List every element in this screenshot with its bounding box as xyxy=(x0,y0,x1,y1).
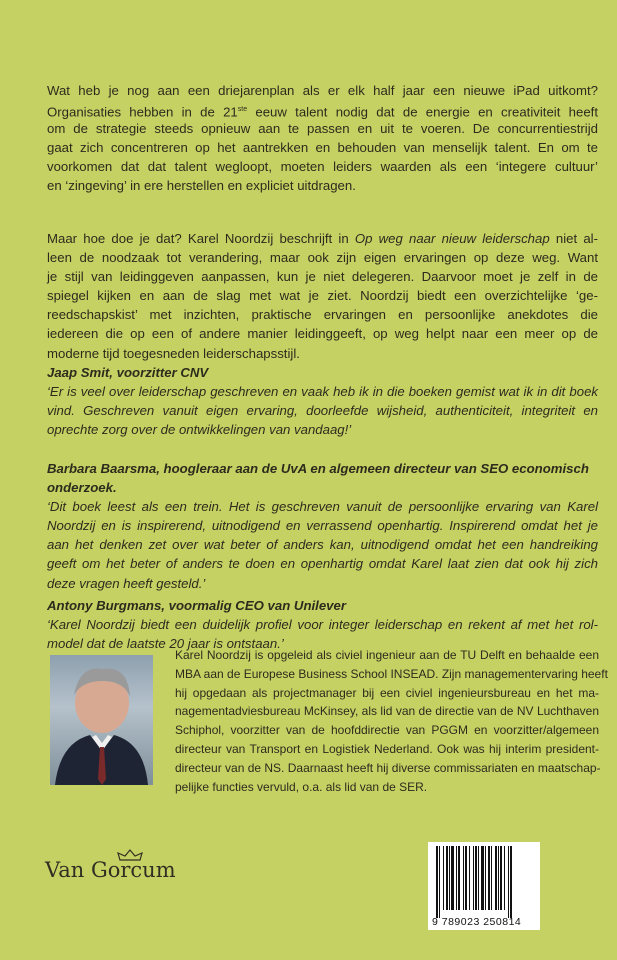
isbn-number: 9 789023 250814 xyxy=(432,916,522,928)
text-line: vind. Geschreven vanuit eigen ervaring, doorleefde wijsheid, authenticiteit, integriteit en xyxy=(47,403,598,419)
barcode-bar xyxy=(488,846,490,910)
barcode-bar xyxy=(469,846,470,910)
description-paragraph xyxy=(47,229,598,363)
barcode-bar xyxy=(456,846,457,910)
text-line: aan het denken zet over wat beter of anders kan, uitnodigend omdat het een handreiking xyxy=(47,537,598,553)
text-line: ‘Karel Noordzij biedt een duidelijk profiel voor integer leiderschap en rekent af met het rol- xyxy=(47,617,598,633)
text-line: voorkomen dat dat talent wegloopt, moeten leiders waarden als een ‘integere cultuur’ xyxy=(47,159,598,175)
text-line: ‘Er is veel over leiderschap geschreven en vaak heb ik in die boeken gemist wat ik in dit boek xyxy=(47,384,598,400)
author-bio xyxy=(175,646,608,796)
barcode-bar xyxy=(436,846,438,918)
endorsement-author: onderzoek. xyxy=(47,480,117,496)
barcode-bar xyxy=(473,846,474,910)
endorsement-author: Barbara Baarsma, hoogleraar aan de UvA en algemeen directeur van SEO economisch xyxy=(47,461,589,476)
crown-icon xyxy=(115,848,145,862)
barcode-bar xyxy=(508,846,509,918)
barcode-bar xyxy=(491,846,492,910)
publisher-name: Van Gorcum xyxy=(45,858,176,882)
text-line: leen de noodzaak tot verandering, maar ook zijn eigen ervaringen op deze weg. Want xyxy=(47,250,598,266)
text-line: Schiphol, voorzitter van de hoofddirectie van PGGM en voorzitter/algemeen xyxy=(175,723,599,738)
text-line: oprechte zorg over de ontwikkelingen van vandaag!’ xyxy=(47,422,352,438)
text-line: Noordzij en is inspirerend, uitnodigend en verrassend openhartig. Inspirerend omdat het je xyxy=(47,518,598,534)
endorsement-jaap-smit xyxy=(47,363,598,439)
text-line: Karel Noordzij is opgeleid als civiel ingenieur aan de TU Delft en behaalde een xyxy=(175,648,599,662)
barcode-bar xyxy=(449,846,450,910)
text-line: gaat zich concentreren op het aantrekken en behouden van menselijk talent. En om te xyxy=(47,140,598,156)
barcode-bar xyxy=(443,846,444,910)
barcode-bar xyxy=(458,846,460,910)
text-line: deze vragen heeft gesteld.’ xyxy=(47,575,206,591)
barcode-bar xyxy=(495,846,497,910)
text-line: geeft om het beter of anders te doen en openhartig omdat Karel laat zien dat ook hij zich xyxy=(47,556,598,572)
barcode-bar xyxy=(463,846,464,910)
text-line: directeur van de NS. Daarnaast heeft hij diverse commissariaten en maatschap- xyxy=(175,760,601,775)
text-line: model dat de laatste 20 jaar is ontstaan.’ xyxy=(47,636,284,652)
barcode-bar xyxy=(451,846,454,910)
author-photo xyxy=(50,655,153,785)
endorsement-author: Jaap Smit, voorzitter CNV xyxy=(47,365,209,380)
isbn-barcode xyxy=(428,842,540,930)
barcode-bar xyxy=(439,846,440,918)
text-line: reedschapskist’ met inzichten, praktische ervaringen en persoonlijke anekdotes die xyxy=(47,307,598,323)
text-line: Wat heb je nog aan een driejarenplan als er elk half jaar een nieuwe iPad uitkomt? xyxy=(47,83,598,98)
endorsement-author: Antony Burgmans, voormalig CEO van Unilever xyxy=(47,598,346,613)
barcode-bar xyxy=(504,846,505,910)
text-line: pelijke functies vervuld, o.a. als lid van de SER. xyxy=(175,779,428,794)
endorsement-barbara-baarsma xyxy=(47,459,598,593)
barcode-bar xyxy=(485,846,486,910)
intro-paragraph xyxy=(47,81,598,196)
publisher-logo xyxy=(45,858,176,882)
endorsement-antony-burgmans xyxy=(47,596,598,653)
text-line: MBA aan de Europese Business School INSEAD. Zijn managementervaring heeft xyxy=(175,666,608,681)
text-line: iedereen die op een of andere manier leidinggeeft, op weg helpt naar een meer op de xyxy=(47,326,598,342)
text-line: om de strategie steeds opnieuw aan te passen en uit te voeren. De concurrentiestrijd xyxy=(47,121,598,137)
text-line: Maar hoe doe je dat? Karel Noordzij beschrijft in Op weg naar nieuw leiderschap niet al- xyxy=(47,231,598,246)
barcode-bar xyxy=(500,846,502,910)
barcode-bars xyxy=(436,846,532,918)
text-line: hij opgedaan als projectmanager bij een civiel ingenieursbureau en het ma- xyxy=(175,685,599,700)
text-line: moderne tijd toegesneden leiderschapsstijl. xyxy=(47,345,300,361)
text-line: Organisaties hebben in de 21ste eeuw talent nodig dat de energie en creativiteit heeft xyxy=(47,104,598,120)
barcode-bar xyxy=(498,846,499,910)
text-line: nagementadviesbureau McKinsey, als lid van de directie van de NV Luchthaven xyxy=(175,704,599,719)
barcode-bar xyxy=(510,846,512,918)
barcode-bar xyxy=(446,846,448,910)
book-title: Op weg naar nieuw leiderschap xyxy=(354,231,550,246)
text-line: je stijl van leidinggeven aanpassen, kun je niet delegeren. Daarvoor moet je zelf in de xyxy=(47,269,598,285)
barcode-bar xyxy=(475,846,477,910)
barcode-bar xyxy=(478,846,479,910)
text-line: directeur van Transport en Logistiek Nederland. Ook was hij interim president- xyxy=(175,741,599,756)
text-line: ‘Dit boek leest als een trein. Het is geschreven vanuit de persoonlijke ervaring van Karel xyxy=(47,499,598,515)
text-line: en ‘zingeving’ in ere herstellen en expliciet uitdragen. xyxy=(47,178,356,194)
barcode-bar xyxy=(481,846,484,910)
text-line: spiegel kijken en aan de slag met wat je ziet. Noordzij biedt een overzichtelijke ‘ge- xyxy=(47,288,598,304)
barcode-bar xyxy=(465,846,467,910)
